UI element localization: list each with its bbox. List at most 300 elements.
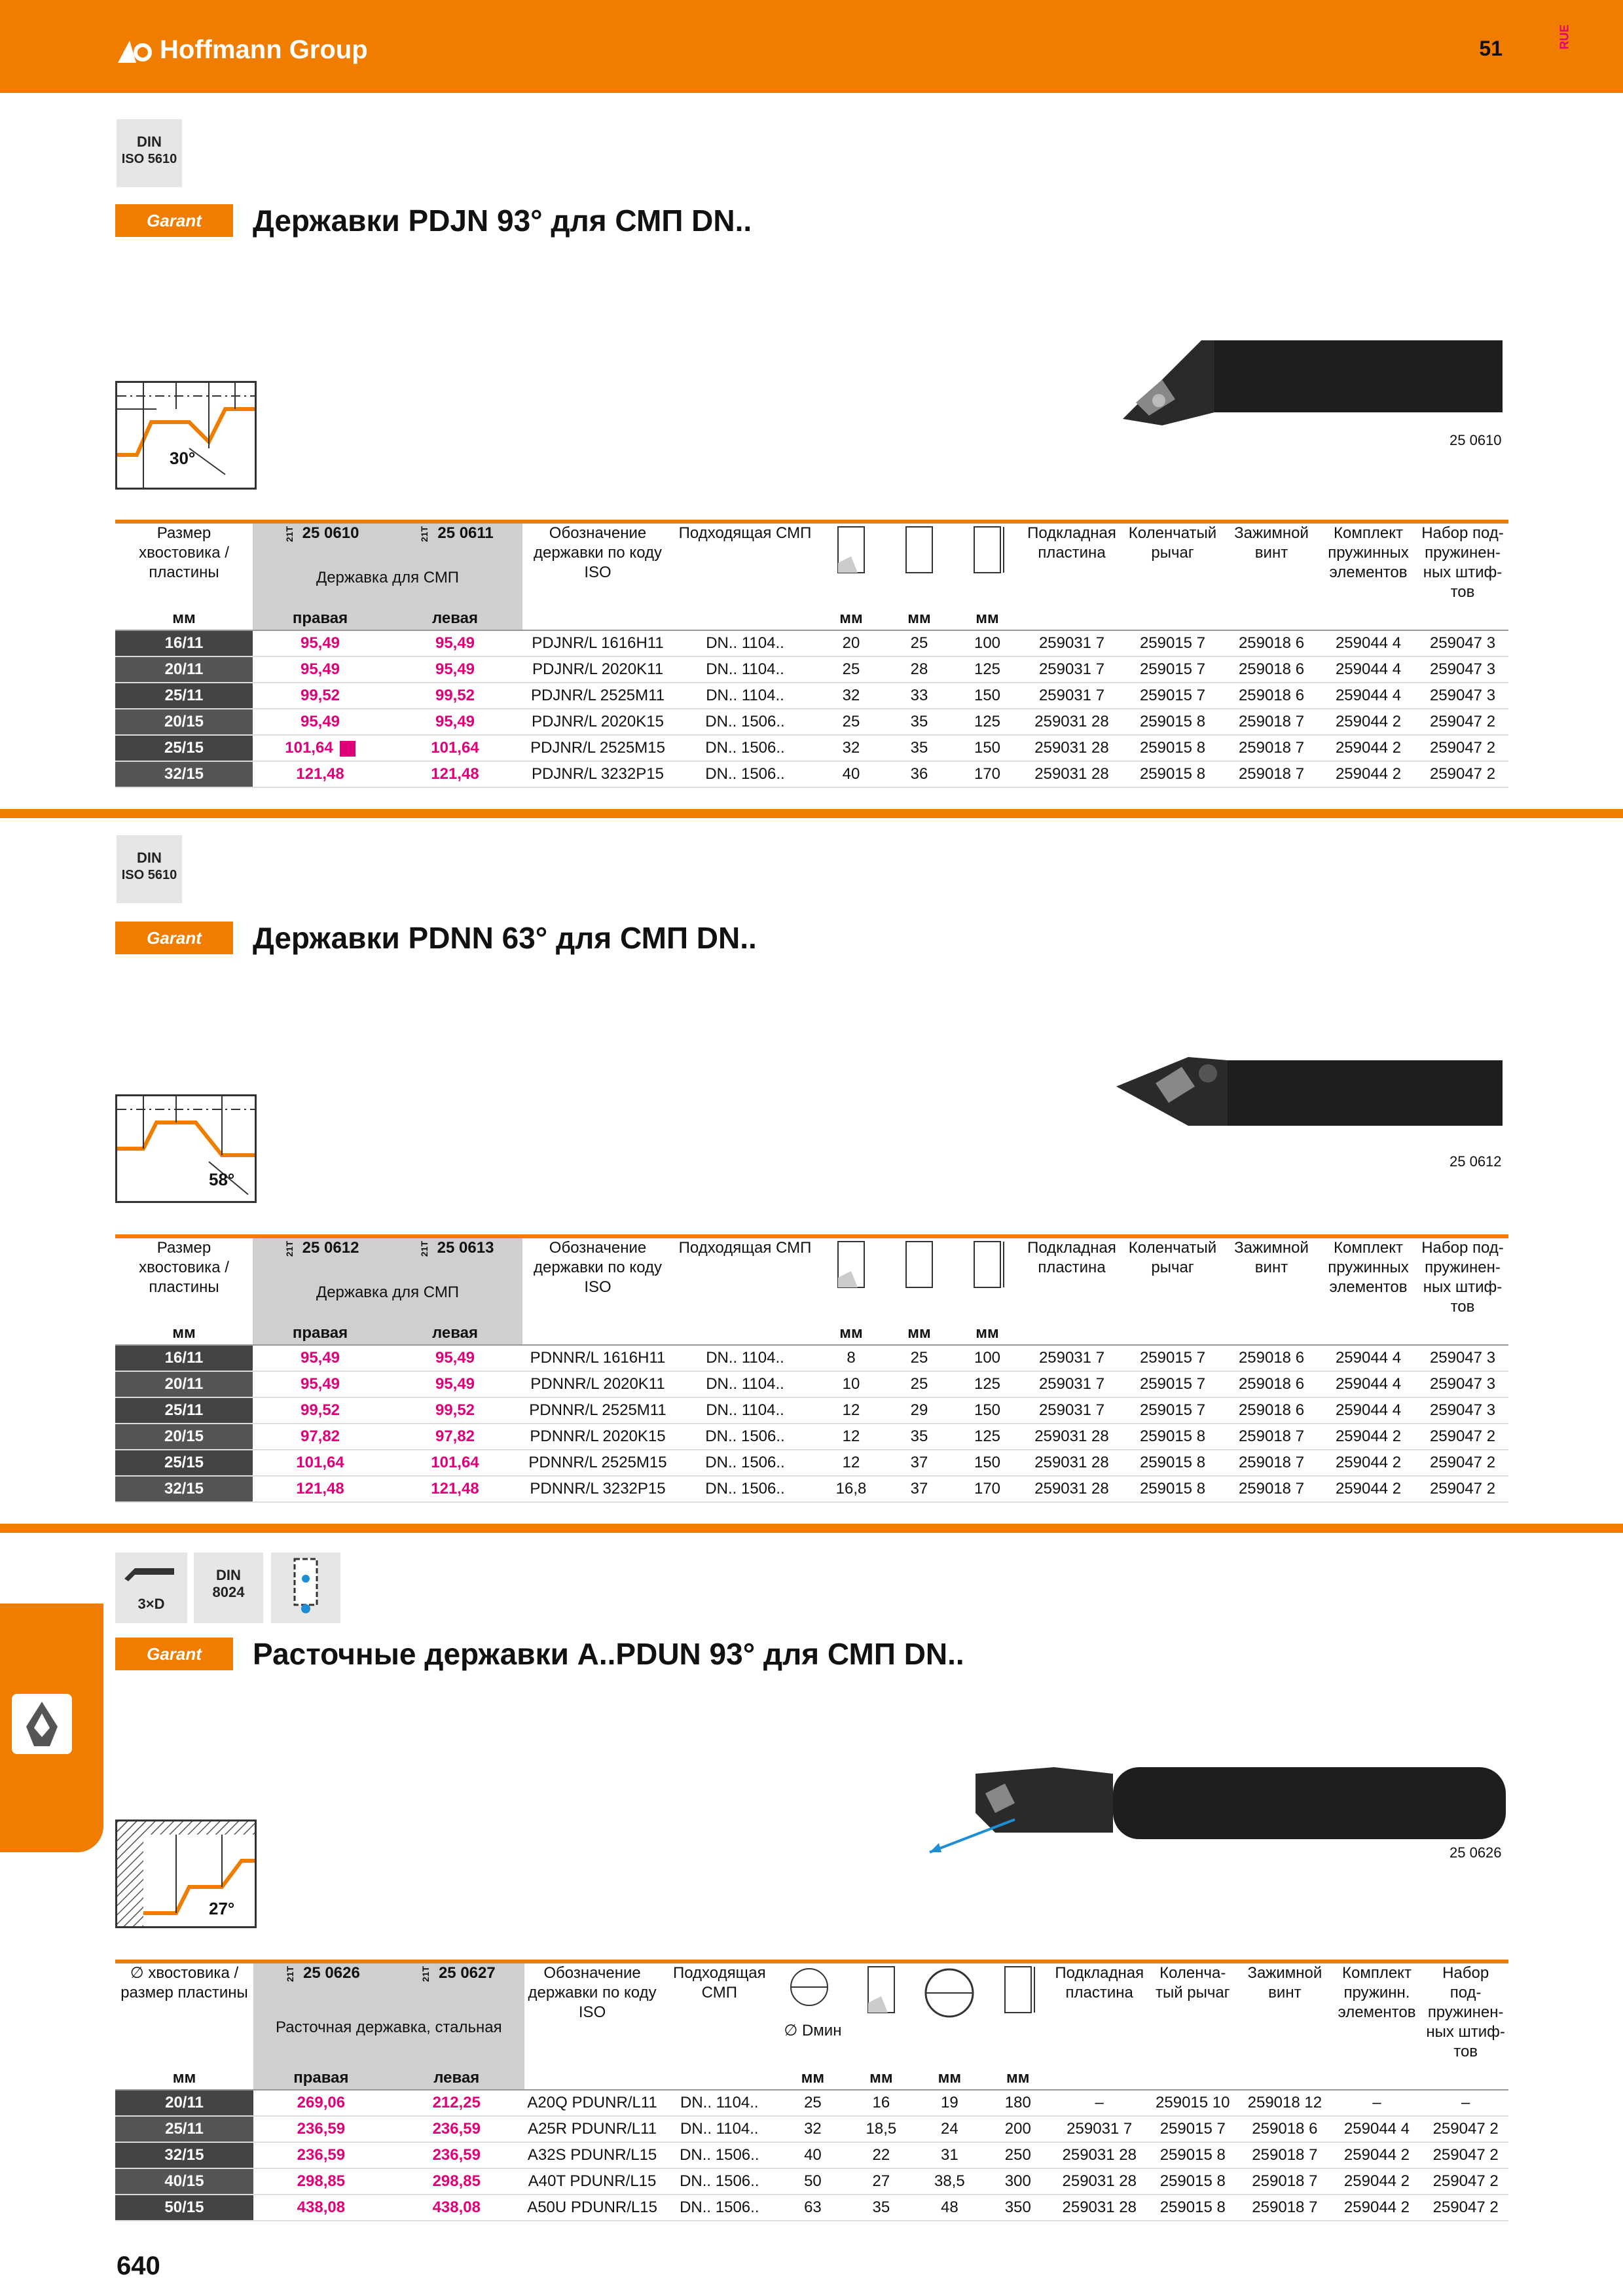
cell-a: 8 bbox=[817, 1345, 885, 1371]
table-row bbox=[115, 656, 1508, 683]
din-badge: DIN 8024 bbox=[194, 1552, 263, 1623]
unit-size: мм bbox=[115, 1322, 253, 1345]
cell-b: 19 bbox=[915, 2090, 983, 2116]
coolant-icon bbox=[271, 1552, 340, 1623]
cell-c: 150 bbox=[953, 1397, 1021, 1424]
col-header-designation: Обозначение державки по коду ISO bbox=[533, 524, 663, 581]
cell-spring: 259044 2 bbox=[1320, 735, 1417, 761]
cell-right[interactable]: 95,49 bbox=[253, 709, 388, 735]
cell-d: 40 bbox=[778, 2142, 847, 2168]
cell-spring: 259044 4 bbox=[1320, 1371, 1417, 1397]
col-header-designation: Обозначение державки по коду ISO bbox=[533, 1239, 663, 1296]
cell-c: 150 bbox=[953, 1450, 1021, 1476]
cell-b: 24 bbox=[915, 2116, 983, 2142]
cell-shim: 259031 7 bbox=[1052, 2116, 1146, 2142]
cell-c: 350 bbox=[984, 2195, 1052, 2221]
table-row bbox=[115, 683, 1508, 709]
col-header-insert: Подходящая СМП bbox=[678, 524, 812, 542]
cell-a: 12 bbox=[817, 1397, 885, 1424]
cell-b: 33 bbox=[885, 683, 953, 709]
cell-left[interactable]: 99,52 bbox=[388, 683, 522, 709]
col-number-right: 21T 25 0626 bbox=[253, 1962, 389, 1988]
cell-right[interactable]: 121,48 bbox=[253, 761, 388, 787]
cell-desig: PDJNR/L 2020K11 bbox=[522, 656, 673, 683]
cell-insert: DN.. 1506.. bbox=[673, 761, 817, 787]
col-header-size: ∅ хвостовика / размер пластины bbox=[120, 1964, 248, 2001]
cell-lever: 259015 7 bbox=[1122, 630, 1223, 656]
table-row bbox=[115, 761, 1508, 787]
table-row bbox=[115, 1371, 1508, 1397]
cell-lever: 259015 8 bbox=[1122, 735, 1223, 761]
cell-screw: 259018 7 bbox=[1223, 761, 1320, 787]
cell-a: 40 bbox=[817, 761, 885, 787]
cell-d: 25 bbox=[778, 2090, 847, 2116]
col-header-shim: Подкладная пластина bbox=[1055, 1964, 1144, 2001]
dimension-diagram-b-icon bbox=[885, 522, 953, 607]
cell-size: 20/11 bbox=[115, 656, 253, 683]
dimension-diagram-dmin-icon bbox=[778, 1962, 847, 2067]
section-title: Державки PDNN 63° для СМП DN.. bbox=[253, 921, 757, 955]
section-title-row bbox=[115, 203, 752, 238]
cell-right[interactable]: 236,59 bbox=[253, 2142, 389, 2168]
cell-pin: 259047 3 bbox=[1417, 1345, 1508, 1371]
cell-right[interactable]: 121,48 bbox=[253, 1476, 388, 1502]
cell-spring: – bbox=[1331, 2090, 1423, 2116]
cell-lever: 259015 7 bbox=[1122, 1371, 1223, 1397]
cell-right[interactable]: 95,49 bbox=[253, 656, 388, 683]
col-header-spring-set: Комплект пружинн. элементов bbox=[1338, 1964, 1416, 2021]
cell-a: 32 bbox=[817, 735, 885, 761]
dimension-diagram-b-icon bbox=[885, 1236, 953, 1322]
cell-size: 50/15 bbox=[115, 2195, 253, 2221]
dimension-diagram-a-icon bbox=[817, 1236, 885, 1322]
cell-lever: 259015 8 bbox=[1146, 2142, 1239, 2168]
col-header-pin-set: Набор под-пружинен-ных штиф-тов bbox=[1421, 1239, 1504, 1316]
col-header-designation: Обозначение державки по коду ISO bbox=[528, 1964, 657, 2021]
cell-desig: A40T PDUNR/L15 bbox=[524, 2168, 661, 2195]
table-row bbox=[115, 1476, 1508, 1502]
cell-desig: PDNNR/L 2525M11 bbox=[522, 1397, 673, 1424]
cell-spring: 259044 2 bbox=[1331, 2195, 1423, 2221]
cell-desig: A50U PDUNR/L15 bbox=[524, 2195, 661, 2221]
cell-shim: 259031 28 bbox=[1021, 1476, 1122, 1502]
cell-shim: 259031 7 bbox=[1021, 683, 1122, 709]
cell-left[interactable]: 212,25 bbox=[389, 2090, 524, 2116]
tool-image-code: 25 0610 bbox=[1450, 432, 1502, 448]
boring-bar-icon bbox=[115, 1552, 187, 1592]
cell-screw: 259018 7 bbox=[1239, 2142, 1331, 2168]
section-title-row bbox=[115, 920, 757, 956]
unit-mm: мм bbox=[915, 2067, 983, 2090]
unit-right: правая bbox=[253, 2067, 389, 2090]
bore-depth-badge: 3×D bbox=[115, 1552, 187, 1623]
table-row bbox=[115, 2142, 1508, 2168]
cell-right[interactable]: 99,52 bbox=[253, 1397, 388, 1424]
cell-lever: 259015 8 bbox=[1146, 2168, 1239, 2195]
cell-insert: DN.. 1506.. bbox=[673, 1450, 817, 1476]
cutting-profile-diagram bbox=[115, 1820, 257, 1928]
cell-c: 300 bbox=[984, 2168, 1052, 2195]
cell-desig: PDNNR/L 2525M15 bbox=[522, 1450, 673, 1476]
col-number-right: 21T 25 0612 bbox=[253, 1236, 388, 1263]
cell-pin: 259047 2 bbox=[1417, 1450, 1508, 1476]
cell-b: 25 bbox=[885, 1371, 953, 1397]
unit-mm: мм bbox=[847, 2067, 915, 2090]
cell-insert: DN.. 1506.. bbox=[673, 709, 817, 735]
cell-insert: DN.. 1104.. bbox=[673, 683, 817, 709]
table-row bbox=[115, 1397, 1508, 1424]
cell-right[interactable]: 236,59 bbox=[253, 2116, 389, 2142]
table-row bbox=[115, 2090, 1508, 2116]
cell-a: 32 bbox=[817, 683, 885, 709]
cell-shim: 259031 7 bbox=[1021, 1397, 1122, 1424]
cell-a: 25 bbox=[817, 709, 885, 735]
cell-size: 25/11 bbox=[115, 1397, 253, 1424]
cell-b: 25 bbox=[885, 1345, 953, 1371]
cell-desig: PDJNR/L 2525M15 bbox=[522, 735, 673, 761]
cell-insert: DN.. 1104.. bbox=[673, 1371, 817, 1397]
cell-left[interactable]: 95,49 bbox=[388, 1345, 522, 1371]
col-number-left: 21T 25 0613 bbox=[388, 1236, 522, 1263]
cell-size: 20/15 bbox=[115, 1424, 253, 1450]
cell-desig: A20Q PDUNR/L11 bbox=[524, 2090, 661, 2116]
cell-desig: PDNNR/L 3232P15 bbox=[522, 1476, 673, 1502]
cell-c: 150 bbox=[953, 735, 1021, 761]
cell-insert: DN.. 1506.. bbox=[660, 2195, 778, 2221]
cell-b: 28 bbox=[885, 656, 953, 683]
cell-desig: PDJNR/L 2525M11 bbox=[522, 683, 673, 709]
cell-pin: 259047 2 bbox=[1417, 1476, 1508, 1502]
table-row bbox=[115, 2195, 1508, 2221]
col-header-pin-set: Набор под-пружинен-ных штиф-тов bbox=[1426, 1964, 1505, 2060]
cell-screw: 259018 7 bbox=[1239, 2168, 1331, 2195]
cutting-angle: 58° bbox=[209, 1170, 235, 1189]
page-number-top: 51 bbox=[1479, 37, 1503, 60]
table-row bbox=[115, 1450, 1508, 1476]
cell-right[interactable]: 298,85 bbox=[253, 2168, 389, 2195]
cell-shim: – bbox=[1052, 2090, 1146, 2116]
cell-b: 35 bbox=[885, 709, 953, 735]
unit-left: левая bbox=[388, 607, 522, 630]
cell-lever: 259015 7 bbox=[1122, 1345, 1223, 1371]
cell-size: 25/11 bbox=[115, 2116, 253, 2142]
cell-d: 63 bbox=[778, 2195, 847, 2221]
cell-shim: 259031 28 bbox=[1021, 1424, 1122, 1450]
unit-size: мм bbox=[115, 607, 253, 630]
cell-right[interactable]: 269,06 bbox=[253, 2090, 389, 2116]
tool-holder-image bbox=[1116, 1047, 1509, 1139]
cell-left[interactable]: 236,59 bbox=[389, 2116, 524, 2142]
cell-right[interactable]: 95,49 bbox=[253, 1345, 388, 1371]
cell-screw: 259018 6 bbox=[1223, 683, 1320, 709]
cell-b: 29 bbox=[885, 1397, 953, 1424]
boring-bar-image bbox=[923, 1754, 1512, 1859]
cell-insert: DN.. 1506.. bbox=[673, 1476, 817, 1502]
cell-screw: 259018 6 bbox=[1223, 1371, 1320, 1397]
din-badge: DIN ISO 5610 bbox=[117, 835, 182, 903]
cell-size: 32/15 bbox=[115, 1476, 253, 1502]
cell-c: 100 bbox=[953, 630, 1021, 656]
cell-lever: 259015 7 bbox=[1122, 683, 1223, 709]
col-group-label: Державка для СМП bbox=[253, 1263, 522, 1322]
cell-spring: 259044 2 bbox=[1320, 1476, 1417, 1502]
cell-lever: 259015 7 bbox=[1122, 1397, 1223, 1424]
col-header-lever: Коленчатый рычаг bbox=[1128, 1239, 1217, 1276]
col-header-spring-set: Комплект пружинных элементов bbox=[1328, 524, 1409, 581]
col-header-screw: Зажимной винт bbox=[1234, 524, 1309, 562]
table-row bbox=[115, 630, 1508, 656]
unit-right: правая bbox=[253, 1322, 388, 1345]
unit-left: левая bbox=[389, 2067, 524, 2090]
cell-shim: 259031 7 bbox=[1021, 1345, 1122, 1371]
cell-left[interactable]: 101,64 bbox=[388, 1450, 522, 1476]
cell-insert: DN.. 1104.. bbox=[660, 2116, 778, 2142]
unit-mm: мм bbox=[817, 1322, 885, 1345]
cell-lever: 259015 8 bbox=[1122, 761, 1223, 787]
cell-a: 35 bbox=[847, 2195, 915, 2221]
col-header-insert: Подходящая СМП bbox=[678, 1239, 812, 1257]
cell-size: 25/15 bbox=[115, 1450, 253, 1476]
cell-right[interactable]: 101,64 bbox=[253, 1450, 388, 1476]
cell-lever: 259015 8 bbox=[1146, 2195, 1239, 2221]
cell-pin: – bbox=[1423, 2090, 1508, 2116]
spec-table-a-pdun bbox=[115, 1960, 1508, 2221]
spec-table-pdjn bbox=[115, 520, 1508, 788]
cell-a: 18,5 bbox=[847, 2116, 915, 2142]
cell-a: 16,8 bbox=[817, 1476, 885, 1502]
cell-shim: 259031 7 bbox=[1021, 656, 1122, 683]
dimension-diagram-a-icon bbox=[847, 1962, 915, 2067]
cell-pin: 259047 2 bbox=[1423, 2116, 1508, 2142]
garant-logo: Garant bbox=[115, 1638, 233, 1670]
page-number-bottom: 640 bbox=[117, 2251, 160, 2280]
cell-insert: DN.. 1104.. bbox=[673, 630, 817, 656]
cell-screw: 259018 7 bbox=[1223, 709, 1320, 735]
language-tag: RUE bbox=[1558, 24, 1571, 50]
unit-mm: мм bbox=[885, 1322, 953, 1345]
cutting-profile-diagram bbox=[115, 381, 257, 490]
cell-screw: 259018 6 bbox=[1223, 630, 1320, 656]
unit-mm: мм bbox=[984, 2067, 1052, 2090]
cell-lever: 259015 7 bbox=[1146, 2116, 1239, 2142]
cell-left[interactable]: 95,49 bbox=[388, 1371, 522, 1397]
unit-mm: мм bbox=[953, 607, 1021, 630]
turning-tool-icon bbox=[12, 1694, 72, 1754]
cell-insert: DN.. 1506.. bbox=[673, 1424, 817, 1450]
table-row bbox=[115, 2168, 1508, 2195]
cell-shim: 259031 28 bbox=[1021, 1450, 1122, 1476]
col-header-shim: Подкладная пластина bbox=[1027, 524, 1116, 562]
cell-left[interactable]: 121,48 bbox=[388, 1476, 522, 1502]
cutting-angle: 27° bbox=[209, 1899, 235, 1918]
cell-c: 125 bbox=[953, 1424, 1021, 1450]
cell-desig: PDNNR/L 1616H11 bbox=[522, 1345, 673, 1371]
cell-pin: 259047 2 bbox=[1423, 2195, 1508, 2221]
cell-shim: 259031 28 bbox=[1021, 761, 1122, 787]
cell-lever: 259015 7 bbox=[1122, 656, 1223, 683]
cell-d: 32 bbox=[778, 2116, 847, 2142]
cell-size: 32/15 bbox=[115, 761, 253, 787]
cell-spring: 259044 2 bbox=[1320, 709, 1417, 735]
cell-b: 25 bbox=[885, 630, 953, 656]
col-header-size: Размер хвостовика / пластины bbox=[139, 1239, 229, 1296]
cell-right[interactable]: 101,64 bbox=[253, 735, 388, 761]
cell-pin: 259047 2 bbox=[1423, 2168, 1508, 2195]
cell-size: 20/11 bbox=[115, 1371, 253, 1397]
cell-a: 16 bbox=[847, 2090, 915, 2116]
cell-c: 250 bbox=[984, 2142, 1052, 2168]
cell-c: 170 bbox=[953, 1476, 1021, 1502]
col-header-lever: Коленчатый рычаг bbox=[1128, 524, 1217, 562]
cell-pin: 259047 3 bbox=[1417, 630, 1508, 656]
cell-right[interactable]: 95,49 bbox=[253, 1371, 388, 1397]
cell-screw: 259018 6 bbox=[1223, 1397, 1320, 1424]
cell-a: 10 bbox=[817, 1371, 885, 1397]
cell-size: 16/11 bbox=[115, 1345, 253, 1371]
cell-lever: 259015 8 bbox=[1122, 1476, 1223, 1502]
table-row bbox=[115, 1424, 1508, 1450]
cell-spring: 259044 4 bbox=[1320, 630, 1417, 656]
cell-insert: DN.. 1104.. bbox=[673, 1397, 817, 1424]
cell-shim: 259031 7 bbox=[1021, 1371, 1122, 1397]
section-separator bbox=[0, 1524, 1623, 1533]
cell-spring: 259044 4 bbox=[1320, 656, 1417, 683]
cell-left[interactable]: 438,08 bbox=[389, 2195, 524, 2221]
dimension-diagram-c-icon bbox=[953, 1236, 1021, 1322]
col-number-left: 21T 25 0627 bbox=[389, 1962, 524, 1988]
section-title-row bbox=[115, 1636, 964, 1672]
col-number-left: 21T 25 0611 bbox=[388, 522, 522, 548]
unit-mm: мм bbox=[953, 1322, 1021, 1345]
cell-a: 27 bbox=[847, 2168, 915, 2195]
cell-d: 50 bbox=[778, 2168, 847, 2195]
cell-shim: 259031 28 bbox=[1052, 2142, 1146, 2168]
din-badge: DIN ISO 5610 bbox=[117, 119, 182, 187]
cell-c: 125 bbox=[953, 656, 1021, 683]
cell-right[interactable]: 99,52 bbox=[253, 683, 388, 709]
unit-mm: мм bbox=[817, 607, 885, 630]
cell-pin: 259047 3 bbox=[1417, 683, 1508, 709]
unit-mm: мм bbox=[778, 2067, 847, 2090]
col-header-spring-set: Комплект пружинных элементов bbox=[1328, 1239, 1409, 1296]
brand-name: Hoffmann Group bbox=[160, 35, 368, 64]
table-row bbox=[115, 1345, 1508, 1371]
cell-screw: 259018 6 bbox=[1223, 1345, 1320, 1371]
cell-size: 25/15 bbox=[115, 735, 253, 761]
cell-lever: 259015 8 bbox=[1122, 1424, 1223, 1450]
cell-insert: DN.. 1104.. bbox=[673, 1345, 817, 1371]
cell-c: 100 bbox=[953, 1345, 1021, 1371]
cell-a: 20 bbox=[817, 630, 885, 656]
cell-right[interactable]: 97,82 bbox=[253, 1424, 388, 1450]
cell-c: 150 bbox=[953, 683, 1021, 709]
cell-shim: 259031 28 bbox=[1021, 709, 1122, 735]
cell-insert: DN.. 1506.. bbox=[660, 2142, 778, 2168]
unit-mm: мм bbox=[885, 607, 953, 630]
cell-screw: 259018 6 bbox=[1223, 656, 1320, 683]
cell-spring: 259044 2 bbox=[1331, 2142, 1423, 2168]
dimension-diagram-b-icon bbox=[915, 1962, 983, 2067]
garant-logo: Garant bbox=[115, 204, 233, 237]
table-row bbox=[115, 2116, 1508, 2142]
cell-screw: 259018 7 bbox=[1223, 1476, 1320, 1502]
section-title: Расточные державки A..PDUN 93° для СМП DN.. bbox=[253, 1637, 964, 1671]
cell-left[interactable]: 298,85 bbox=[389, 2168, 524, 2195]
cell-desig: PDJNR/L 3232P15 bbox=[522, 761, 673, 787]
cell-spring: 259044 2 bbox=[1320, 761, 1417, 787]
cell-desig: PDNNR/L 2020K15 bbox=[522, 1424, 673, 1450]
cell-spring: 259044 4 bbox=[1320, 1397, 1417, 1424]
cell-pin: 259047 3 bbox=[1417, 1371, 1508, 1397]
cell-insert: DN.. 1506.. bbox=[660, 2168, 778, 2195]
cell-screw: 259018 12 bbox=[1239, 2090, 1331, 2116]
tool-image-code: 25 0626 bbox=[1450, 1844, 1502, 1861]
cell-screw: 259018 6 bbox=[1239, 2116, 1331, 2142]
cell-a: 12 bbox=[817, 1450, 885, 1476]
cell-c: 180 bbox=[984, 2090, 1052, 2116]
unit-size: мм bbox=[115, 2067, 253, 2090]
cell-pin: 259047 2 bbox=[1417, 761, 1508, 787]
cell-left[interactable]: 101,64 bbox=[388, 735, 522, 761]
cell-size: 32/15 bbox=[115, 2142, 253, 2168]
unit-left: левая bbox=[388, 1322, 522, 1345]
cell-pin: 259047 3 bbox=[1417, 656, 1508, 683]
cell-spring: 259044 2 bbox=[1331, 2168, 1423, 2195]
cell-left[interactable]: 95,49 bbox=[388, 709, 522, 735]
cell-c: 125 bbox=[953, 709, 1021, 735]
dimension-diagram-a-icon bbox=[817, 522, 885, 607]
col-header-lever: Коленча-тый рычаг bbox=[1155, 1964, 1230, 2001]
cell-c: 170 bbox=[953, 761, 1021, 787]
cell-left[interactable]: 99,52 bbox=[388, 1397, 522, 1424]
cell-size: 16/11 bbox=[115, 630, 253, 656]
cell-right[interactable]: 95,49 bbox=[253, 630, 388, 656]
cell-pin: 259047 2 bbox=[1417, 1424, 1508, 1450]
cell-left[interactable]: 95,49 bbox=[388, 656, 522, 683]
cell-screw: 259018 7 bbox=[1223, 1424, 1320, 1450]
cell-b: 48 bbox=[915, 2195, 983, 2221]
cell-size: 40/15 bbox=[115, 2168, 253, 2195]
cell-shim: 259031 28 bbox=[1052, 2168, 1146, 2195]
cell-left[interactable]: 95,49 bbox=[388, 630, 522, 656]
cell-desig: PDNNR/L 2020K11 bbox=[522, 1371, 673, 1397]
cutting-angle: 30° bbox=[170, 448, 196, 468]
cell-screw: 259018 7 bbox=[1223, 735, 1320, 761]
cell-size: 25/11 bbox=[115, 683, 253, 709]
cell-left[interactable]: 121,48 bbox=[388, 761, 522, 787]
spec-table-pdnn bbox=[115, 1234, 1508, 1503]
brand-logo bbox=[117, 35, 368, 65]
cell-desig: PDJNR/L 1616H11 bbox=[522, 630, 673, 656]
cell-lever: 259015 8 bbox=[1122, 1450, 1223, 1476]
cell-shim: 259031 7 bbox=[1021, 630, 1122, 656]
col-group-label: Расточная державка, стальная bbox=[253, 1988, 524, 2067]
col-header-shim: Подкладная пластина bbox=[1027, 1239, 1116, 1276]
cell-right[interactable]: 438,08 bbox=[253, 2195, 389, 2221]
cell-left[interactable]: 97,82 bbox=[388, 1424, 522, 1450]
unit-right: правая bbox=[253, 607, 388, 630]
dmin-label: ∅ Dмин bbox=[784, 2022, 842, 2039]
dimension-diagram-c-icon bbox=[953, 522, 1021, 607]
cell-b: 38,5 bbox=[915, 2168, 983, 2195]
col-header-insert: Подходящая СМП bbox=[672, 1964, 766, 2001]
section-title: Державки PDJN 93° для СМП DN.. bbox=[253, 204, 752, 238]
cell-pin: 259047 2 bbox=[1423, 2142, 1508, 2168]
cell-spring: 259044 2 bbox=[1320, 1450, 1417, 1476]
section-separator bbox=[0, 809, 1623, 818]
cell-screw: 259018 7 bbox=[1239, 2195, 1331, 2221]
cell-left[interactable]: 236,59 bbox=[389, 2142, 524, 2168]
